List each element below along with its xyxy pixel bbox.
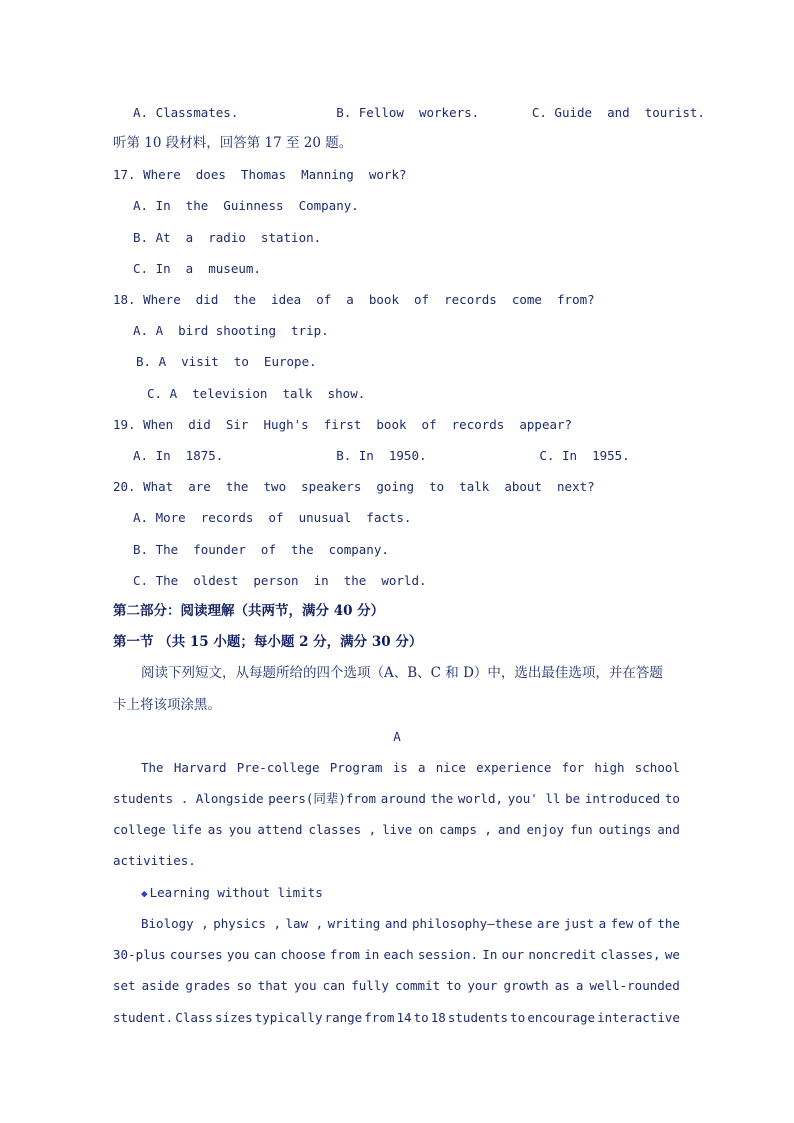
passage-word: as [554,978,570,993]
passage-word: growth [503,978,549,993]
passage-word: around [380,791,426,806]
passage-word: for [561,760,585,775]
heading-text: Learning without limits [149,885,323,900]
passage-p1-line1 [141,760,680,776]
passage-word: can [253,947,277,962]
passage-word: outings [598,822,652,837]
q18-option-a: A. A bird shooting trip. [133,323,329,338]
passage-word: 30-plus [113,947,166,962]
passage-word: philosophy—these [411,916,533,931]
passage-word: students . Alongside [113,791,264,806]
passage-word: a [575,978,584,993]
passage-word: just [563,916,595,931]
passage-word: camps , [439,822,492,837]
passage-word: and [497,822,521,837]
q18-option-b: B. A visit to Europe. [136,354,317,369]
q16-options: A. Classmates. B. Fellow workers. C. Guide and tourist. [133,105,705,120]
passage-word: noncredit [528,947,597,962]
q20-option-c: C. The oldest person in the world. [133,573,427,588]
passage-label: A [393,729,401,744]
passage-word: you' ll [507,791,561,806]
passage-word: a [598,916,607,931]
passage-word: few [610,916,634,931]
passage-p2-line2 [113,947,680,963]
q20-option-b: B. The founder of the company. [133,542,389,557]
section10-instruction: 听第 10 段材料，回答第 17 至 20 题。 [113,135,353,151]
reading-instruction-line1: 阅读下列短文，从每题所给的四个选项（A、B、C 和 D）中，选出最佳选项，并在答题 [141,665,663,681]
passage-word: you [293,978,317,993]
passage-p2-line4 [113,1010,680,1026]
passage-word: that [257,978,288,993]
passage-word: to [510,1010,526,1025]
passage-word: so [236,978,252,993]
passage-word: world, [457,791,504,806]
passage-word: college [113,822,166,837]
passage-word: law , [285,916,324,931]
passage-word: set [113,978,136,993]
passage-word: Biology , [141,916,209,931]
passage-word: the [657,916,680,931]
q18-option-c: C. A television talk show. [147,386,366,401]
passage-p1-line2 [113,791,680,807]
q17-option-c: C. In a museum. [133,261,261,276]
passage-word: students [447,1010,509,1025]
question-17: 17. Where does Thomas Manning work? [113,167,407,182]
passage-word: nice [435,760,466,775]
passage-word: to [664,791,680,806]
passage-word: on [418,822,434,837]
passage-word: to [446,978,462,993]
passage-word: the [430,791,454,806]
passage-word: from [364,1010,395,1025]
q19-options: A. In 1875. B. In 1950. C. In 1955. [133,448,630,463]
passage-word: Program [329,760,383,775]
passage-word: from [329,947,360,962]
passage-word: of [637,916,653,931]
passage-p2-line3 [113,978,680,994]
passage-word: well-rounded [589,978,680,993]
passage-word: be [565,791,581,806]
passage-word: peers(同辈)from [268,791,377,806]
passage-word: fully [351,978,389,993]
passage-word: live [382,822,413,837]
passage-word: a [417,760,426,775]
passage-word: attend [257,822,303,837]
passage-word: and [384,916,408,931]
passage-word: Pre-college [236,760,320,775]
passage-word: as [207,822,223,837]
passage-word: The [141,760,164,775]
passage-word: is [392,760,408,775]
question-18: 18. Where did the idea of a book of records come from? [113,292,595,307]
passage-word: Class [175,1010,213,1025]
reading-instruction-line2: 卡上将该项涂黑。 [113,697,221,713]
passage-word: can [322,978,346,993]
passage-word: courses [169,947,223,962]
passage-word: Harvard [173,760,227,775]
passage-word: range [324,1010,363,1025]
passage-word: you [226,947,250,962]
passage-word: fun [570,822,593,837]
passage-word: classes, [600,947,661,962]
passage-word: grades [185,978,231,993]
passage-word: interactive [597,1010,680,1025]
passage-word: student. [113,1010,174,1025]
part2-title: 第二部分：阅读理解（共两节，满分 40 分） [113,603,385,619]
passage-word: in [364,947,380,962]
passage-word: are [536,916,560,931]
diamond-icon: ◆ [141,887,148,900]
passage-word: school [634,760,680,775]
passage-word: experience [476,760,552,775]
passage-word: high [594,760,625,775]
passage-word: sizes [215,1010,253,1025]
question-20: 20. What are the two speakers going to talk about next? [113,479,595,494]
passage-p1-line3 [113,822,680,838]
passage-word: we [664,947,680,962]
question-19: 19. When did Sir Hugh's first book of records appear? [113,417,573,432]
q17-option-a: A. In the Guinness Company. [133,198,359,213]
section1-title: 第一节 （共 15 小题；每小题 2 分，满分 30 分） [113,634,423,650]
passage-word: In [482,947,498,962]
heading-learning-without-limits [141,885,323,902]
passage-word: you [228,822,252,837]
passage-word: 18 [430,1010,446,1025]
passage-word: commit [394,978,441,993]
passage-word: enjoy [526,822,565,837]
passage-word: typically [254,1010,323,1025]
q17-option-b: B. At a radio station. [133,230,322,245]
passage-word: writing [327,916,381,931]
passage-p2-line1 [141,916,680,932]
passage-word: and [657,822,680,837]
passage-word: encourage [527,1010,596,1025]
passage-word: physics , [213,916,281,931]
passage-word: introduced [584,791,661,806]
passage-word: aside [141,978,180,993]
passage-word: each [383,947,414,962]
passage-word: session. [417,947,479,962]
passage-word: to [413,1010,429,1025]
passage-word: life [171,822,202,837]
passage-word: 14 [396,1010,412,1025]
passage-word: choose [280,947,326,962]
passage-word: our [501,947,525,962]
passage-word: classes , [308,822,377,837]
q20-option-a: A. More records of unusual facts. [133,510,412,525]
passage-word: your [467,978,498,993]
passage-p1-line4: activities. [113,853,196,868]
